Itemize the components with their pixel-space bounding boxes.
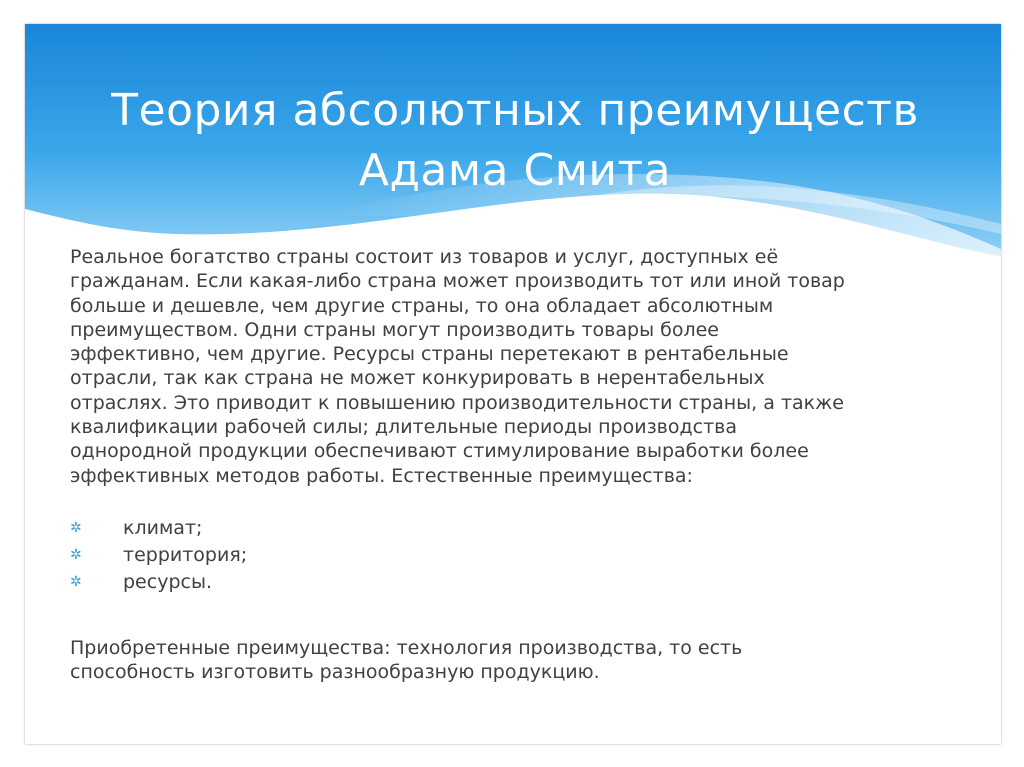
slide-title	[65, 81, 965, 201]
list-item-label: территория;	[123, 543, 248, 566]
star-bullet-icon: ✲	[70, 573, 82, 590]
list-item	[70, 515, 950, 542]
main-paragraph	[70, 245, 950, 488]
paragraph-line: отрасли, так как страна не может конкурировать в нерентабельных	[70, 367, 765, 390]
slide-body	[70, 245, 950, 685]
list-item	[70, 569, 950, 596]
acquired-advantages-paragraph	[70, 636, 950, 685]
natural-advantages-list	[70, 515, 950, 596]
paragraph-line: преимуществом. Одни страны могут производить товары более	[70, 318, 719, 341]
list-item	[70, 542, 950, 569]
paragraph-line: Реальное богатство страны состоит из товаров и услуг, доступных её	[70, 246, 779, 268]
slide	[25, 24, 1001, 744]
paragraph-line: способность изготовить разнообразную продукцию.	[70, 661, 600, 684]
title-line-2: Адама Смита	[358, 145, 672, 197]
paragraph-line: Приобретенные преимущества: технология производства, то есть	[70, 636, 743, 659]
list-item-label: климат;	[123, 516, 203, 539]
title-line-1: Теория абсолютных преимуществ	[111, 85, 919, 137]
paragraph-line: однородной продукции обеспечивают стимулирование выработки более	[70, 440, 809, 463]
star-bullet-icon: ✲	[70, 546, 82, 563]
paragraph-line: гражданам. Если какая-либо страна может производить тот или иной товар	[70, 270, 845, 293]
star-bullet-icon: ✲	[70, 519, 82, 536]
paragraph-line: больше и дешевле, чем другие страны, то она обладает абсолютным	[70, 294, 774, 317]
paragraph-line: квалификации рабочей силы; длительные периоды производства	[70, 416, 737, 439]
paragraph-line: эффективно, чем другие. Ресурсы страны перетекают в рентабельные	[70, 343, 789, 366]
paragraph-line: эффективных методов работы. Естественные преимущества:	[70, 464, 693, 487]
list-item-label: ресурсы.	[123, 570, 212, 593]
paragraph-line: отраслях. Это приводит к повышению производительности страны, а также	[70, 391, 844, 414]
